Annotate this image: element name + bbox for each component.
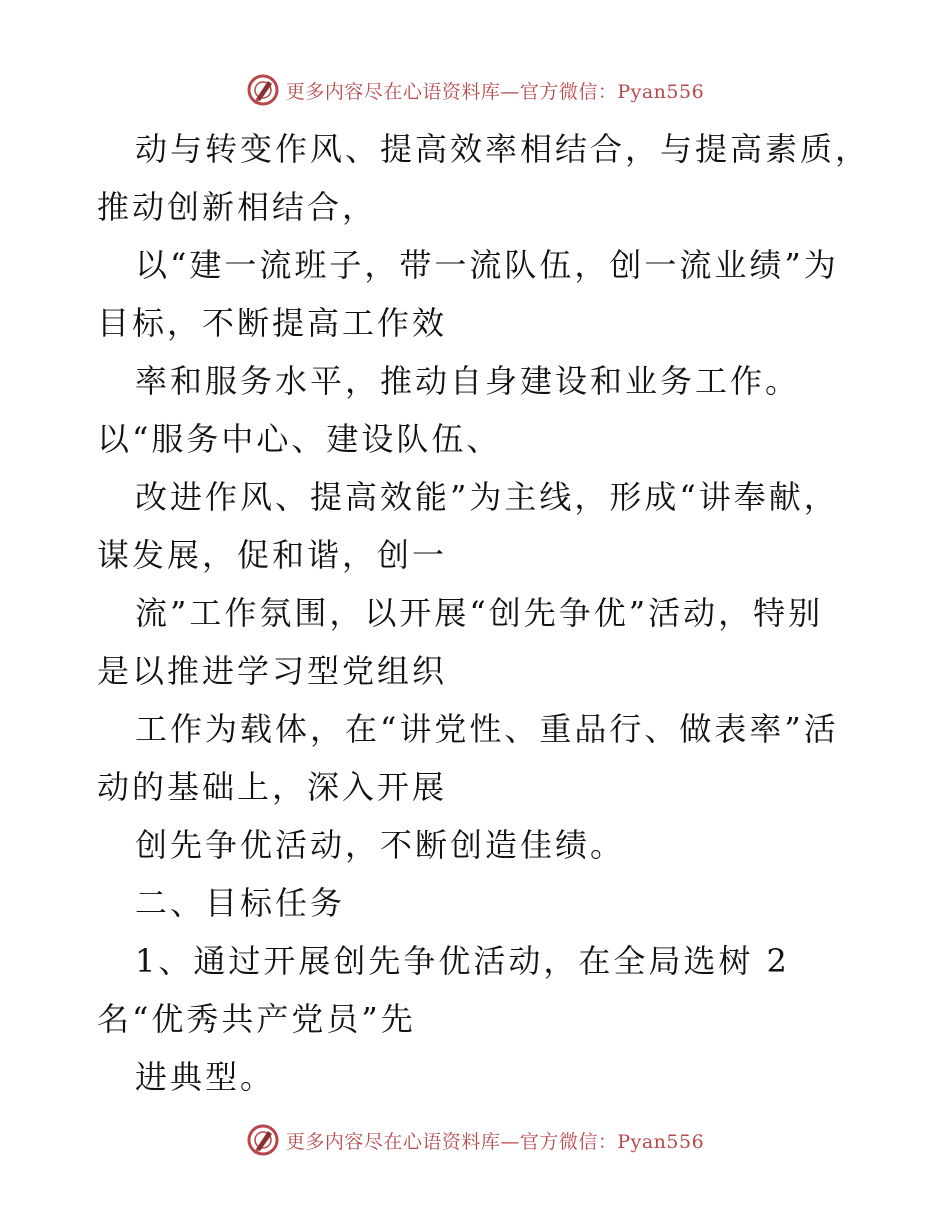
text-line: 1、通过开展创先争优活动，在全局选树 2 (135, 942, 790, 980)
section-heading: 二、目标任务 (135, 884, 346, 922)
watermark-text: 更多内容尽在心语资料库—官方微信：Pyan556 (285, 1130, 705, 1153)
watermark-text: 更多内容尽在心语资料库—官方微信：Pyan556 (285, 80, 705, 103)
text-line: 工作为载体，在“讲党性、重品行、做表率”活 (135, 710, 839, 748)
text-line: 动的基础上，深入开展 (97, 768, 448, 806)
text-line: 以“建一流班子，带一流队伍，创一流业绩”为 (135, 246, 839, 284)
text-line: 动与转变作风、提高效率相结合，与提高素质， (135, 130, 871, 168)
text-line: 创先争优活动，不断创造佳绩。 (135, 826, 626, 864)
text-line: 改进作风、提高效能”为主线，形成“讲奉献， (135, 478, 839, 516)
text-line: 目标，不断提高工作效 (97, 304, 448, 342)
header-watermark (0, 70, 950, 110)
pen-logo-icon (246, 1123, 280, 1157)
text-line: 谋发展，促和谐，创一 (97, 536, 448, 574)
text-line: 推动创新相结合， (97, 188, 378, 226)
text-line: 进典型。 (135, 1058, 276, 1096)
pen-logo-icon (246, 73, 280, 107)
text-line: 是以推进学习型党组织 (97, 652, 448, 690)
document-body (97, 120, 871, 1106)
text-line: 名“优秀共产党员”先 (97, 1000, 416, 1038)
text-line: 率和服务水平，推动自身建设和业务工作。 (135, 362, 801, 400)
text-line: 以“服务中心、建设队伍、 (97, 420, 502, 458)
text-line: 流”工作氛围，以开展“创先争优”活动，特别 (135, 594, 824, 632)
footer-watermark (0, 1120, 950, 1160)
